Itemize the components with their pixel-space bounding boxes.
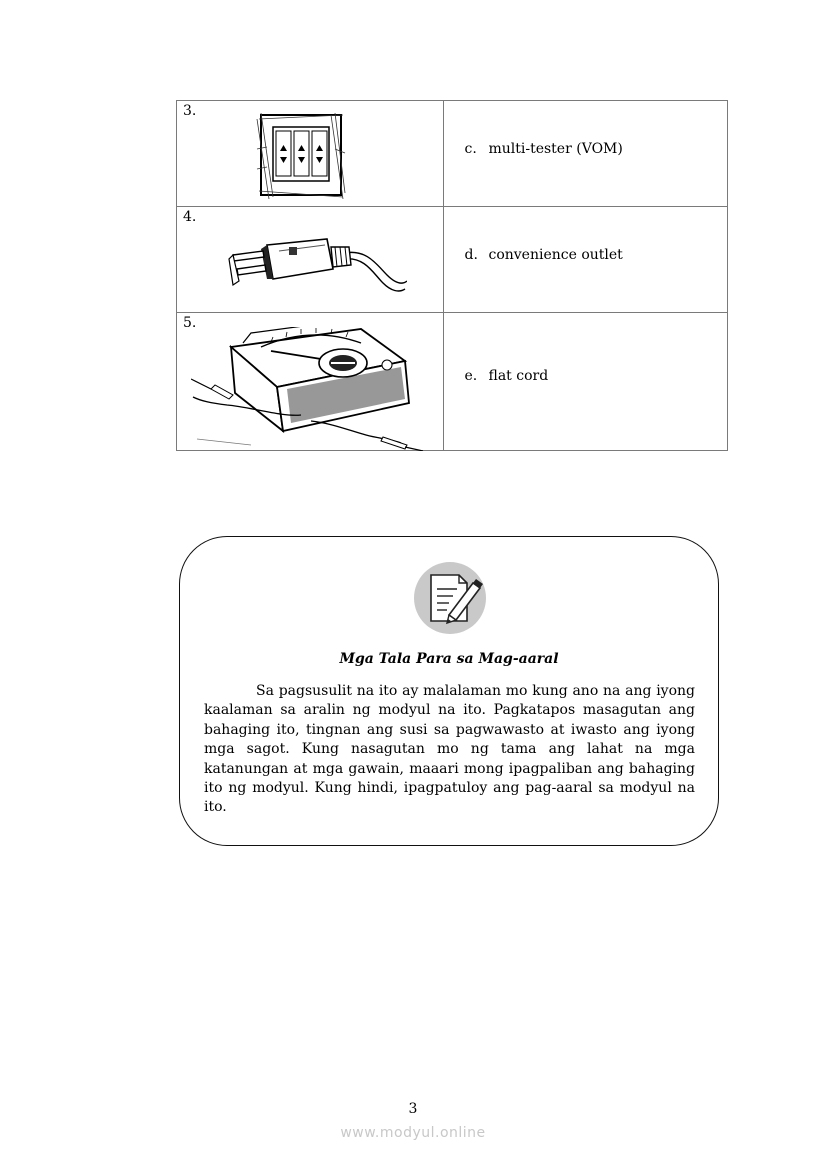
matching-table (176, 100, 728, 451)
question-cell (177, 101, 444, 207)
table-row (177, 207, 728, 313)
answer-option (464, 247, 622, 263)
notes-body (204, 682, 695, 818)
item-number: 4. (183, 209, 197, 225)
multi-tester-illustration (191, 327, 441, 451)
notes-title: Mga Tala Para sa Mag-aaral (339, 651, 559, 667)
answer-letter: e. (464, 368, 478, 384)
attachment-plug-illustration (227, 225, 407, 299)
pencil-document-icon (413, 561, 487, 635)
answer-cell (444, 101, 728, 207)
answer-text: multi-tester (VOM) (488, 141, 623, 157)
answer-text: flat cord (488, 368, 549, 384)
table-row (177, 313, 728, 451)
question-cell (177, 313, 444, 451)
answer-letter: d. (464, 247, 478, 263)
answer-cell (444, 207, 728, 313)
item-number: 5. (183, 315, 197, 331)
convenience-outlet-illustration (255, 109, 347, 203)
page-number: 3 (408, 1101, 418, 1117)
answer-text: convenience outlet (488, 247, 623, 263)
question-cell (177, 207, 444, 313)
answer-option (464, 368, 548, 384)
notes-paragraph: Sa pagsusulit na ito ay malalaman mo kung ano na ang iyong kaalaman sa aralin ng modyul na ito. Pagkatapos masagutan ang bahaging ito, tingnan ang susi sa pagwawasto at iwasto ang iyong mga sagot. Kung nasagutan mo ng tama ang lahat na mga katanungan at mga gawain, maaari mong ipagpaliban ang bahaging ito ng modyul. Kung hindi, ipagpatuloy ang pag-aaral sa modyul na ito. (204, 683, 695, 816)
answer-letter: c. (464, 141, 477, 157)
watermark: www.modyul.online (340, 1125, 486, 1141)
item-number: 3. (183, 103, 197, 119)
answer-option (464, 141, 622, 157)
table-row (177, 101, 728, 207)
answer-cell (444, 313, 728, 451)
